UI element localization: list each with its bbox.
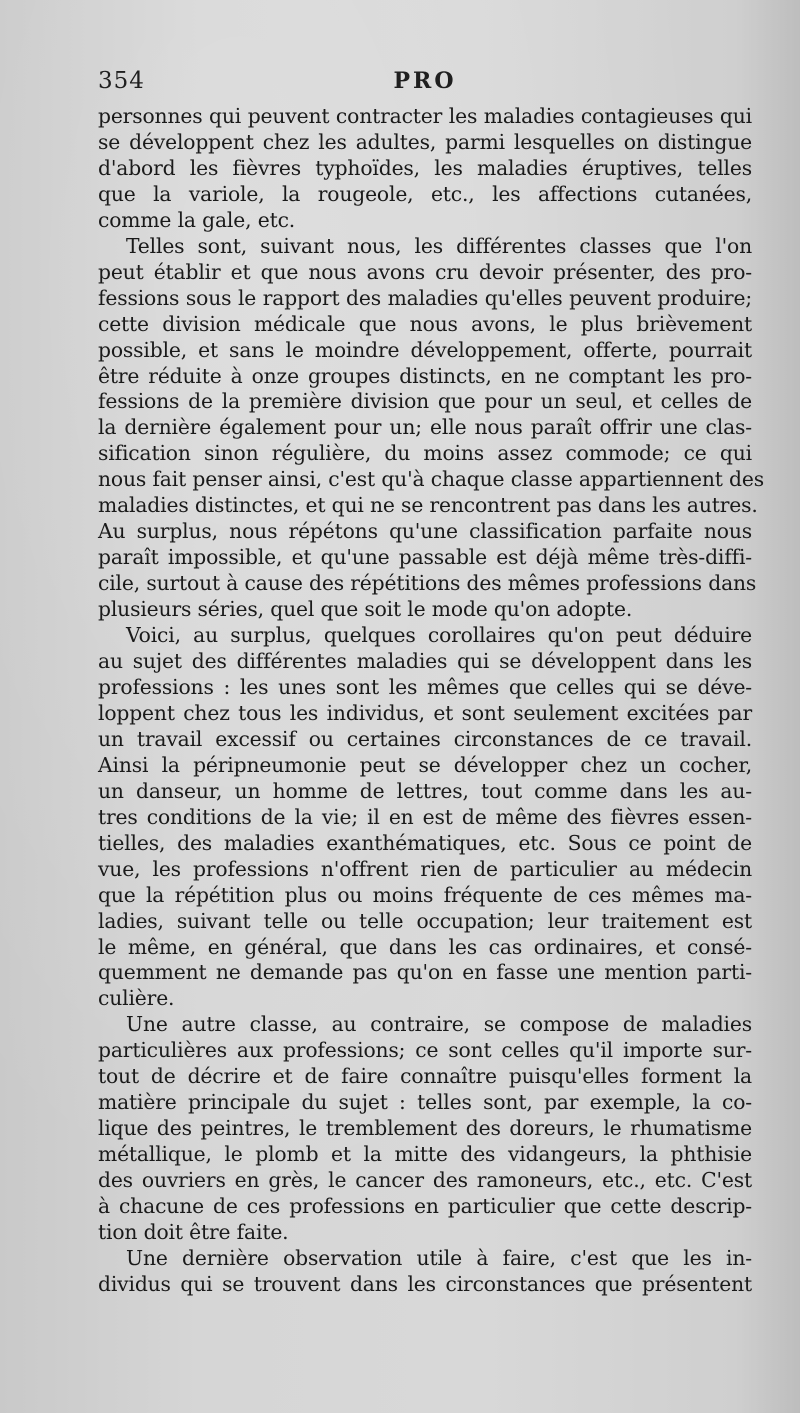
text-line: fessions de la première division que pour un seul, et celles de [98, 389, 752, 414]
text-line: tout de décrire et de faire connaître puisqu'elles forment la [98, 1064, 752, 1089]
text-line: tielles, des maladies exanthématiques, etc. Sous ce point de [98, 830, 752, 855]
text-line: cette division médicale que nous avons, le plus brièvement [98, 311, 752, 336]
text-line: possible, et sans le moindre développement, offerte, pourrait [98, 337, 752, 362]
text-line: à chacune de ces professions en particulier que cette descrip- [98, 1194, 752, 1219]
text-line: des ouvriers en grès, le cancer des ramoneurs, etc., etc. C'est [98, 1168, 752, 1193]
text-line: un travail excessif ou certaines circonstances de ce travail. [98, 726, 752, 751]
text-line: être réduite à onze groupes distincts, en ne comptant les pro- [98, 363, 752, 388]
text-line: le même, en général, que dans les cas ordinaires, et consé- [98, 934, 752, 959]
text-line: comme la gale, etc. [98, 207, 296, 232]
text-line: plusieurs séries, quel que soit le mode qu'on adopte. [98, 597, 633, 622]
text-line: dividus qui se trouvent dans les circonstances que présentent [98, 1271, 752, 1296]
text-line: tres conditions de la vie; il en est de même des fièvres essen- [98, 804, 752, 829]
page-number: 354 [98, 68, 145, 94]
text-line: d'abord les fièvres typhoïdes, les maladies éruptives, telles [98, 155, 752, 180]
text-line: matière principale du sujet : telles sont, par exemple, la co- [98, 1090, 752, 1115]
text-line: loppent chez tous les individus, et sont seulement excitées par [98, 700, 752, 725]
text-line: quemment ne demande pas qu'on en fasse une mention parti- [98, 960, 752, 985]
body-text [98, 104, 764, 1298]
text-line: métallique, le plomb et la mitte des vidangeurs, la phthisie [98, 1142, 752, 1167]
text-line: Une dernière observation utile à faire, c'est que les in- [126, 1245, 752, 1270]
text-line: personnes qui peuvent contracter les maladies contagieuses qui [98, 104, 752, 128]
text-line: fessions sous le rapport des maladies qu'elles peuvent produire; [98, 285, 752, 310]
text-line: professions : les unes sont les mêmes que celles qui se déve- [98, 674, 752, 699]
text-line: Telles sont, suivant nous, les différentes classes que l'on [126, 233, 752, 258]
text-line: Une autre classe, au contraire, se compose de maladies [126, 1012, 752, 1037]
text-line: au sujet des différentes maladies qui se développent dans les [98, 649, 752, 674]
text-line: ladies, suivant telle ou telle occupation; leur traitement est [98, 908, 752, 933]
text-line: se développent chez les adultes, parmi lesquelles on distingue [98, 129, 752, 154]
text-line: la dernière également pour un; elle nous paraît offrir une clas- [98, 415, 752, 440]
page-header [98, 68, 752, 98]
text-line: vue, les professions n'offrent rien de particulier au médecin [98, 856, 752, 881]
text-line: lique des peintres, le tremblement des doreurs, le rhumatisme [98, 1116, 752, 1141]
text-line: Au surplus, nous répétons qu'une classification parfaite nous [98, 519, 752, 544]
text-line: que la variole, la rougeole, etc., les affections cutanées, [98, 181, 752, 206]
text-line: que la répétition plus ou moins fréquente de ces mêmes ma- [98, 882, 752, 907]
text-line: Voici, au surplus, quelques corollaires qu'on peut déduire [126, 623, 752, 648]
text-line: culière. [98, 986, 175, 1011]
text-line: particulières aux professions; ce sont celles qu'il importe sur- [98, 1038, 752, 1063]
text-line: tion doit être faite. [98, 1219, 289, 1244]
text-line: maladies distinctes, et qui ne se rencontrent pas dans les autres. [98, 493, 758, 518]
text-line: paraît impossible, et qu'une passable est déjà même très-diffi- [98, 545, 752, 570]
text-line: cile, surtout à cause des répétitions des mêmes professions dans [98, 571, 757, 596]
text-line: un danseur, un homme de lettres, tout comme dans les au- [98, 778, 752, 803]
text-line: nous fait penser ainsi, c'est qu'à chaque classe appartiennent des [98, 467, 764, 492]
text-line: Ainsi la péripneumonie peut se développer chez un cocher, [98, 752, 752, 777]
running-head: PRO [393, 68, 457, 94]
text-line: peut établir et que nous avons cru devoir présenter, des pro- [98, 259, 752, 284]
text-line: sification sinon régulière, du moins assez commode; ce qui [98, 441, 752, 466]
